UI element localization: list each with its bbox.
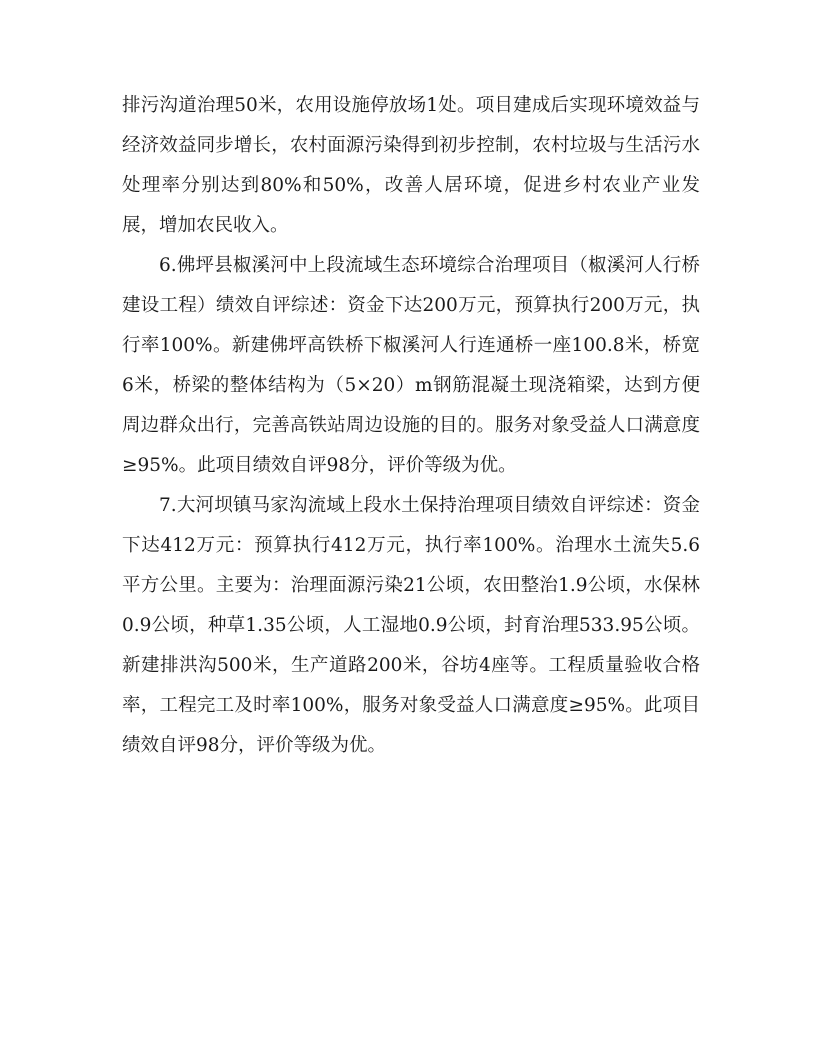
paragraph-sewage-ditch-summary: 排污沟道治理50米，农用设施停放场1处。项目建成后实现环境效益与经济效益同步增长，农村面源污染得到初步控制，农村垃圾与生活污水处理率分别达到80%和50%，改善人居环境，促进乡村农业产业发展，增加农民收入。 [122,95,700,236]
paragraph-item-6-jiaoxi-river-bridge: 6.佛坪县椒溪河中上段流域生态环境综合治理项目（椒溪河人行桥建设工程）绩效自评综述：资金下达200万元，预算执行200万元，执行率100%。新建佛坪高铁桥下椒溪河人行连通桥一座100.8米，桥宽6米，桥梁的整体结构为（5×20）m钢筋混凝土现浇箱梁，达到方便周边群众出行，完善高铁站周边设施的目的。服务对象受益人口满意度≥95%。此项目绩效自评98分，评价等级为优。 [122,255,700,476]
document-body [122,86,700,766]
paragraph-item-7-majiagou-soil-conservation: 7.大河坝镇马家沟流域上段水土保持治理项目绩效自评综述：资金下达412万元：预算执行412万元，执行率100%。治理水土流失5.6平方公里。主要为：治理面源污染21公顷，农田整治1.9公顷，水保林0.9公顷，种草1.35公顷，人工湿地0.9公顷，封育治理533.95公顷。新建排洪沟500米，生产道路200米，谷坊4座等。工程质量验收合格率，工程完工及时率100%，服务对象受益人口满意度≥95%。此项目绩效自评98分，评价等级为优。 [122,495,700,756]
